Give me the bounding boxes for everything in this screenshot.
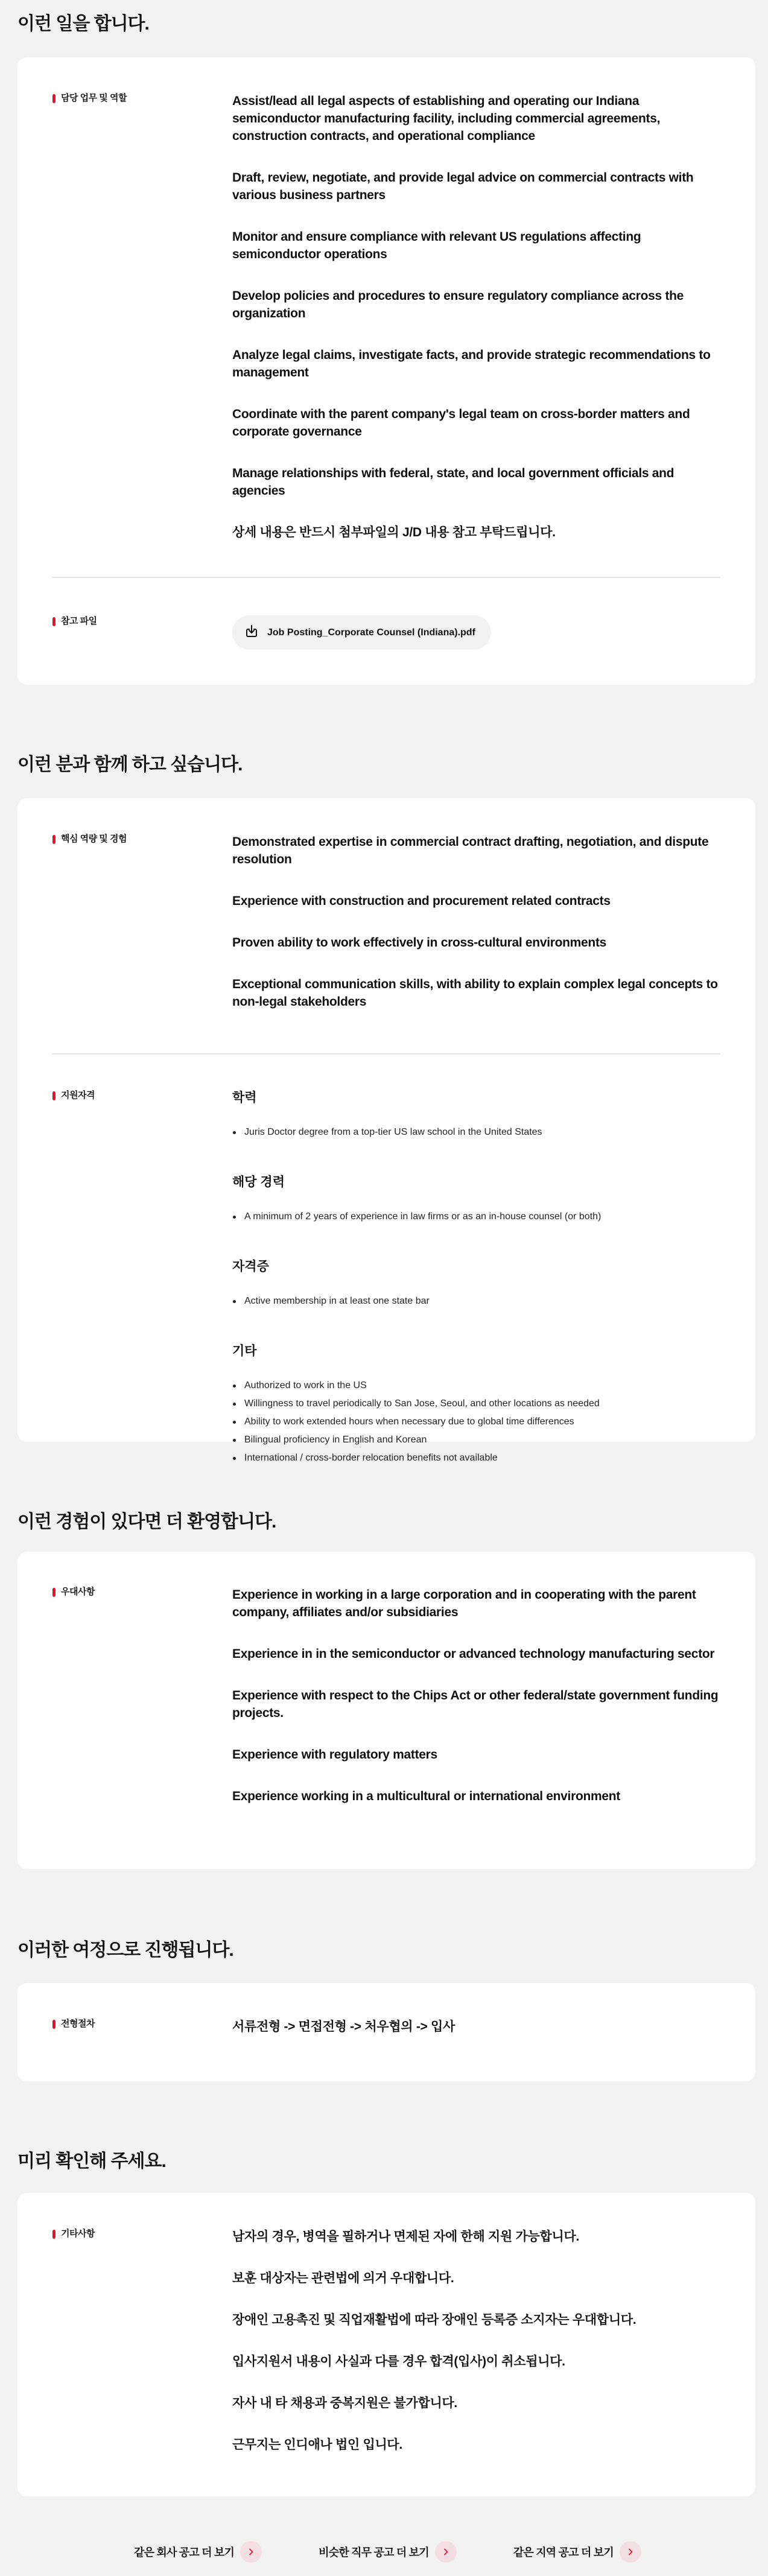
competency-item: Demonstrated expertise in commercial contract drafting, negotiation, and dispute resolution — [232, 835, 709, 866]
link-label: 비슷한 직무 공고 더 보기 — [319, 2546, 429, 2559]
section-title-requirements: 이런 분과 함께 하고 싶습니다. — [17, 755, 243, 775]
accent-bar — [52, 835, 56, 844]
row-label — [52, 2018, 95, 2030]
competency-item: Proven ability to work effectively in cross-cultural environments — [232, 936, 607, 950]
similar-job-postings-link[interactable] — [319, 2541, 457, 2563]
row-label — [52, 833, 127, 845]
row-label-text: 기타사항 — [61, 2229, 95, 2239]
chevron-right-icon — [620, 2541, 641, 2563]
education-list — [232, 1123, 720, 1141]
row-label — [52, 92, 127, 104]
file-container — [232, 615, 720, 650]
bullet-item: A minimum of 2 years of experience in law firms or as an in-house counsel (or both) — [232, 1208, 720, 1226]
same-region-postings-link[interactable] — [513, 2541, 641, 2563]
qualifications-groups — [232, 1090, 720, 1467]
group-title-other: 기타 — [232, 1344, 257, 1358]
certification-list — [232, 1292, 720, 1310]
notice-item: 입사지원서 내용이 사실과 다를 경우 합격(입사)이 취소됩니다. — [232, 2355, 565, 2368]
duty-note: 상세 내용은 반드시 첨부파일의 J/D 내용 참고 부탁드립니다. — [232, 525, 556, 539]
competencies-list — [232, 833, 720, 1010]
bullet-item: International / cross-border relocation benefits not available — [232, 1449, 720, 1467]
bullet-item: Ability to work extended hours when necessary due to global time differences — [232, 1413, 720, 1431]
row-label-text: 참고 파일 — [61, 616, 97, 626]
notice-list — [232, 2228, 720, 2454]
download-icon — [244, 624, 259, 641]
duty-item: Manage relationships with federal, state, and local government officials and agencies — [232, 466, 674, 498]
accent-bar — [52, 1588, 56, 1597]
row-label — [52, 1586, 95, 1598]
group-title-experience: 해당 경력 — [232, 1175, 285, 1189]
divider — [52, 577, 720, 578]
row-label-text: 전형절차 — [61, 2019, 95, 2029]
card-notice — [17, 2193, 755, 2496]
preferred-item: Experience with regulatory matters — [232, 1748, 437, 1762]
competency-item: Experience with construction and procurement related contracts — [232, 894, 611, 908]
other-list — [232, 1377, 720, 1467]
group-title-education: 학력 — [232, 1091, 257, 1105]
card-duties — [17, 57, 755, 685]
row-label — [52, 615, 97, 627]
duty-item: Develop policies and procedures to ensure regulatory compliance across the organization — [232, 289, 684, 320]
chevron-right-icon — [435, 2541, 457, 2563]
competency-item: Exceptional communication skills, with ability to explain complex legal concepts to non-legal stakeholders — [232, 977, 718, 1009]
notice-item: 근무지는 인디애나 법인 입니다. — [232, 2438, 402, 2452]
row-label — [52, 2228, 95, 2240]
row-label-text: 우대사항 — [61, 1587, 95, 1597]
section-title-preferred: 이런 경험이 있다면 더 환영합니다. — [17, 1512, 276, 1532]
file-download-button[interactable] — [232, 615, 491, 650]
bullet-item: Willingness to travel periodically to San Jose, Seoul, and other locations as needed — [232, 1395, 720, 1413]
link-label: 같은 지역 공고 더 보기 — [513, 2546, 614, 2559]
notice-item: 장애인 고용촉진 및 직업재활법에 따라 장애인 등록증 소지자는 우대합니다. — [232, 2313, 636, 2327]
file-name: Job Posting_Corporate Counsel (Indiana).pdf — [267, 627, 475, 638]
row-label — [52, 1090, 95, 1102]
process-steps — [232, 2018, 720, 2035]
section-title-process: 이러한 여정으로 진행됩니다. — [17, 1940, 233, 1960]
same-company-postings-link[interactable] — [134, 2541, 262, 2563]
preferred-list — [232, 1586, 720, 1805]
row-label-text: 담당 업무 및 역할 — [61, 93, 127, 103]
accent-bar — [52, 1091, 56, 1100]
row-label-text: 지원자격 — [61, 1090, 95, 1100]
accent-bar — [52, 617, 56, 626]
accent-bar — [52, 2230, 56, 2239]
duty-item: Analyze legal claims, investigate facts, and provide strategic recommendations to management — [232, 348, 711, 379]
section-title-duties: 이런 일을 합니다. — [17, 14, 149, 34]
link-label: 같은 회사 공고 더 보기 — [134, 2546, 235, 2559]
duties-list — [232, 92, 720, 541]
process-flow: 서류전형 -> 면접전형 -> 처우협의 -> 입사 — [232, 2020, 455, 2034]
group-title-certification: 자격증 — [232, 1260, 269, 1274]
card-process — [17, 1983, 755, 2081]
duty-item: Draft, review, negotiate, and provide legal advice on commercial contracts with various business partners — [232, 171, 694, 202]
experience-list — [232, 1208, 720, 1226]
notice-item: 남자의 경우, 병역을 필하거나 면제된 자에 한해 지원 가능합니다. — [232, 2230, 579, 2244]
notice-item: 자사 내 타 채용과 중복지원은 불가합니다. — [232, 2396, 457, 2410]
duty-item: Assist/lead all legal aspects of establishing and operating our Indiana semiconductor manufacturing facility, including commercial agreements, construction contracts, and operational compliance — [232, 94, 661, 143]
bullet-item: Active membership in at least one state bar — [232, 1292, 720, 1310]
accent-bar — [52, 94, 56, 103]
duty-item: Monitor and ensure compliance with relevant US regulations affecting semiconductor operations — [232, 230, 641, 261]
preferred-item: Experience in working in a large corporation and in cooperating with the parent company, affiliates and/or subsidiaries — [232, 1588, 696, 1619]
preferred-item: Experience working in a multicultural or international environment — [232, 1789, 620, 1803]
duty-item: Coordinate with the parent company's legal team on cross-border matters and corporate governance — [232, 407, 690, 439]
related-postings-links — [0, 2541, 768, 2563]
chevron-right-icon — [240, 2541, 262, 2563]
preferred-item: Experience in in the semiconductor or advanced technology manufacturing sector — [232, 1647, 715, 1661]
section-title-notice: 미리 확인해 주세요. — [17, 2151, 166, 2171]
divider — [52, 1053, 720, 1055]
row-label-text: 핵심 역량 및 경험 — [61, 834, 127, 844]
accent-bar — [52, 2020, 56, 2029]
notice-item: 보훈 대상자는 관련법에 의거 우대합니다. — [232, 2271, 454, 2285]
card-preferred — [17, 1552, 755, 1869]
bullet-item: Bilingual proficiency in English and Korean — [232, 1431, 720, 1449]
card-requirements — [17, 798, 755, 1463]
bullet-item: Authorized to work in the US — [232, 1377, 720, 1395]
bullet-item: Juris Doctor degree from a top-tier US law school in the United States — [232, 1123, 720, 1141]
preferred-item: Experience with respect to the Chips Act or other federal/state government funding projects. — [232, 1689, 719, 1720]
